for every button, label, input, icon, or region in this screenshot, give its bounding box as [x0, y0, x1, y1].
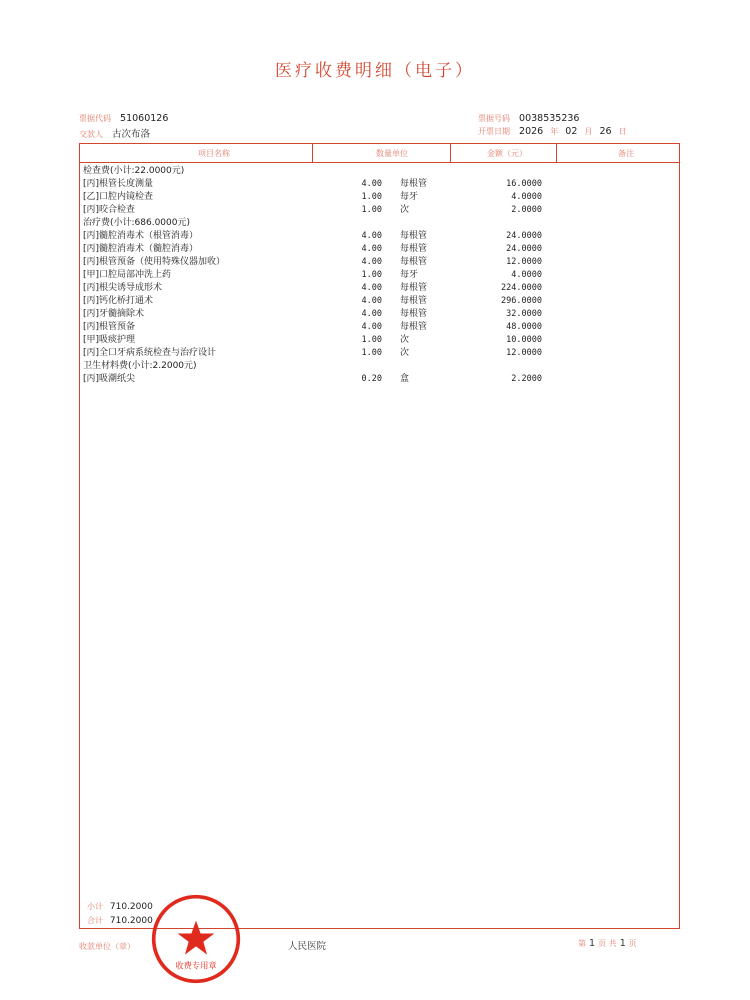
header-item-name: 项目名称: [198, 149, 230, 158]
official-seal: [150, 893, 242, 985]
item-quantity: 1.00: [361, 270, 382, 280]
item-name: [丙]全口牙病系统检查与治疗设计: [83, 348, 217, 358]
seal-star-icon: [178, 921, 215, 955]
item-quantity: 4.00: [361, 322, 382, 332]
item-unit: 每根管: [400, 231, 428, 241]
item-unit: 每根管: [400, 283, 428, 293]
item-name: [丙]髓腔消毒术（髓腔消毒）: [83, 244, 199, 254]
payee-label: 收款单位（章）: [79, 942, 135, 951]
issue-date-label: 开票日期: [478, 127, 510, 136]
item-name: [甲]口腔局部冲洗上药: [83, 270, 172, 280]
detail-table: [79, 143, 680, 929]
page-current: 1: [589, 938, 596, 949]
table-row: [80, 282, 679, 295]
item-name: 治疗费(小计:686.0000元): [83, 218, 190, 228]
item-amount: 224.0000: [501, 283, 542, 293]
subtotal: [87, 901, 153, 912]
item-unit: 次: [400, 335, 410, 345]
item-amount: 10.0000: [506, 335, 542, 345]
item-name: [丙]髓腔消毒术（根管消毒）: [83, 231, 199, 241]
item-amount: 16.0000: [506, 179, 542, 189]
item-unit: 每根管: [400, 179, 428, 189]
issue-date-year-unit: 年: [550, 127, 559, 136]
page-indicator: [578, 938, 637, 949]
item-unit: 盒: [400, 374, 410, 384]
item-quantity: 1.00: [361, 348, 382, 358]
item-name: [丙]牙髓摘除术: [83, 309, 145, 319]
item-unit: 每根管: [400, 257, 428, 267]
item-unit: 次: [400, 348, 410, 358]
table-body: [80, 165, 679, 386]
item-amount: 12.0000: [506, 257, 542, 267]
seal-text: 收费专用章: [175, 960, 217, 971]
item-quantity: 1.00: [361, 335, 382, 345]
header-divider: [450, 144, 451, 162]
table-row: [80, 204, 679, 217]
document-title: 医疗收费明细（电子）: [275, 61, 475, 81]
item-unit: 每根管: [400, 322, 428, 332]
table-row: [80, 295, 679, 308]
subtotal-value: 710.2000: [109, 902, 153, 912]
header-qty-unit: 数量单位: [376, 149, 408, 158]
category-row: [80, 360, 679, 373]
item-unit: 每根管: [400, 309, 428, 319]
item-quantity: 4.00: [361, 257, 382, 267]
item-unit: 次: [400, 205, 410, 215]
issue-date-day: 26: [599, 126, 612, 137]
item-name: [丙]钙化桥打通术: [83, 296, 154, 306]
table-row: [80, 178, 679, 191]
subtotal-label: 小计: [87, 902, 103, 911]
page-prefix: 第: [578, 939, 586, 948]
item-quantity: 4.00: [361, 283, 382, 293]
table-row: [80, 256, 679, 269]
grand-total: [87, 915, 153, 926]
table-header: [80, 144, 679, 163]
payee-value: 人民医院: [288, 941, 327, 952]
header-amount: 金额（元）: [487, 149, 527, 158]
issue-date-month-unit: 月: [584, 127, 593, 136]
item-name: [甲]吸痰护理: [83, 335, 136, 345]
item-name: [丙]吸潮纸尖: [83, 374, 136, 384]
item-amount: 4.0000: [511, 192, 542, 202]
payer-label: 交款人: [79, 130, 103, 139]
invoice-number-value: 0038535236: [519, 113, 580, 124]
item-quantity: 0.20: [361, 374, 382, 384]
item-quantity: 4.00: [361, 179, 382, 189]
item-amount: 32.0000: [506, 309, 542, 319]
item-amount: 12.0000: [506, 348, 542, 358]
issue-date-month: 02: [565, 126, 578, 137]
category-row: [80, 217, 679, 230]
item-amount: 2.2000: [511, 374, 542, 384]
header-divider: [312, 144, 313, 162]
item-quantity: 4.00: [361, 231, 382, 241]
payer-value: 古次布洛: [112, 129, 151, 140]
item-unit: 每根管: [400, 244, 428, 254]
invoice-number-label: 票据号码: [478, 114, 510, 123]
item-amount: 2.0000: [511, 205, 542, 215]
item-quantity: 4.00: [361, 244, 382, 254]
item-unit: 每根管: [400, 296, 428, 306]
table-row: [80, 191, 679, 204]
issue-date: [478, 126, 631, 137]
total-value: 710.2000: [109, 916, 153, 926]
item-name: [丙]根尖诱导成形术: [83, 283, 163, 293]
item-unit: 每牙: [400, 270, 419, 280]
payer: [79, 126, 150, 140]
item-quantity: 1.00: [361, 205, 382, 215]
item-name: 卫生材料费(小计:2.2000元): [83, 361, 197, 371]
invoice-number: [478, 113, 579, 124]
table-row: [80, 347, 679, 360]
page-total: 1: [619, 938, 626, 949]
issue-date-year: 2026: [519, 126, 544, 137]
item-name: [丙]根管预备: [83, 322, 136, 332]
item-quantity: 4.00: [361, 296, 382, 306]
item-name: [丙]根管预备（使用特殊仪器加收）: [83, 257, 226, 267]
item-name: 检查费(小计:22.0000元): [83, 166, 185, 176]
invoice-code: [79, 113, 168, 124]
item-name: [丙]咬合检查: [83, 205, 136, 215]
table-row: [80, 269, 679, 282]
page-suffix: 页: [628, 939, 637, 948]
total-label: 合计: [87, 916, 103, 925]
page-mid: 页 共: [598, 939, 617, 948]
issue-date-day-unit: 日: [618, 127, 627, 136]
item-amount: 48.0000: [506, 322, 542, 332]
item-amount: 24.0000: [506, 244, 542, 254]
table-row: [80, 308, 679, 321]
table-row: [80, 230, 679, 243]
item-amount: 24.0000: [506, 231, 542, 241]
item-amount: 4.0000: [511, 270, 542, 280]
item-quantity: 4.00: [361, 309, 382, 319]
item-amount: 296.0000: [501, 296, 542, 306]
category-row: [80, 165, 679, 178]
invoice-code-value: 51060126: [120, 113, 169, 124]
header-remarks: 备注: [618, 149, 634, 158]
invoice-code-label: 票据代码: [79, 114, 111, 123]
table-row: [80, 321, 679, 334]
item-quantity: 1.00: [361, 192, 382, 202]
item-unit: 每牙: [400, 192, 419, 202]
item-name: [乙]口腔内镜检查: [83, 192, 154, 202]
table-row: [80, 373, 679, 386]
table-row: [80, 243, 679, 256]
table-row: [80, 334, 679, 347]
header-divider: [556, 144, 557, 162]
item-name: [丙]根管长度测量: [83, 179, 154, 189]
